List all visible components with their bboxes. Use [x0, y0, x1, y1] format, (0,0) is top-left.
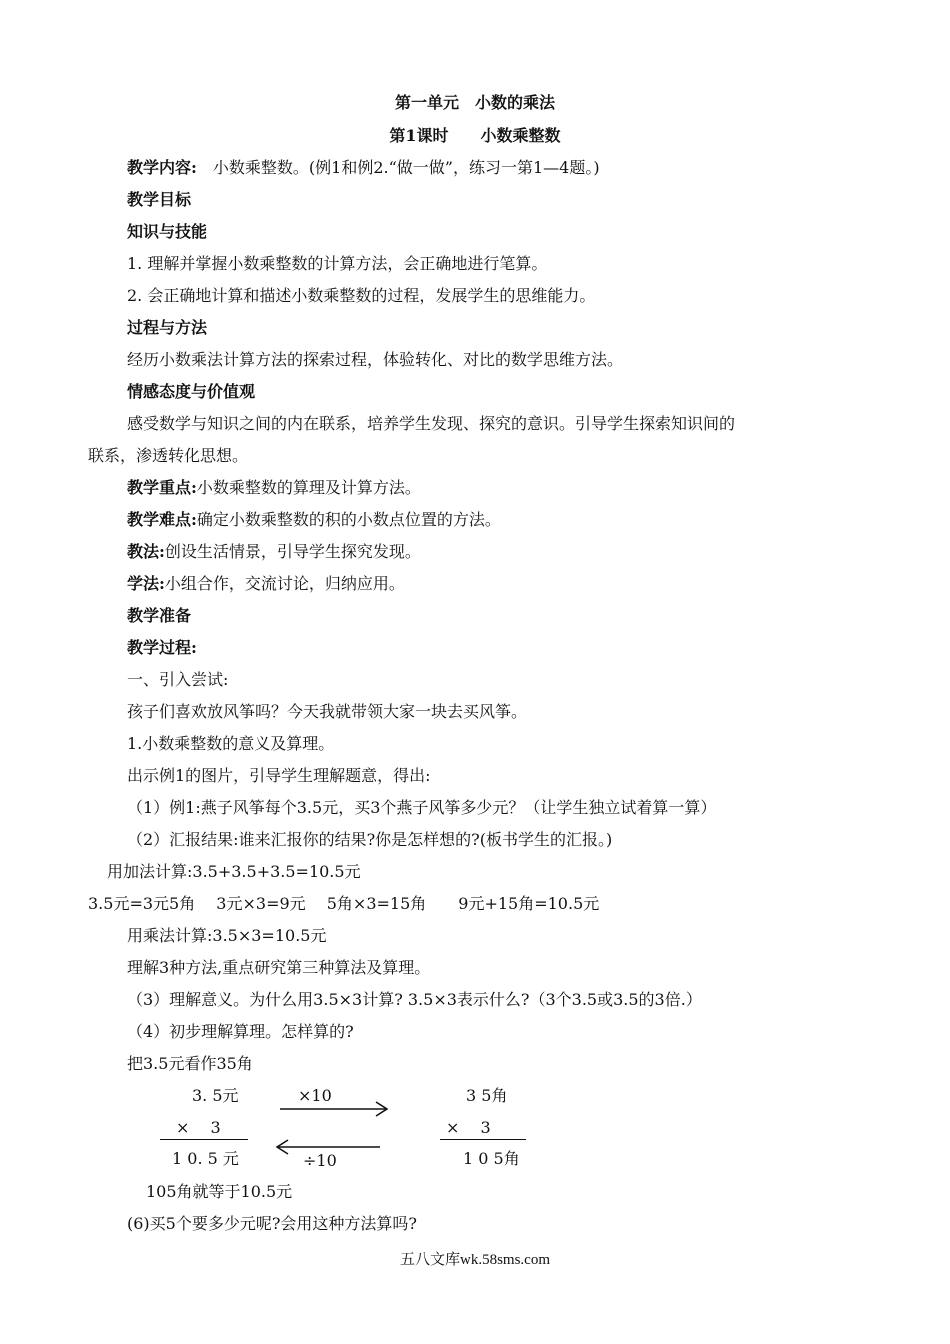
- emotion-heading: 情感态度与价值观: [127, 382, 256, 401]
- difficulty-text: 确定小数乘整数的积的小数点位置的方法。: [196, 510, 501, 529]
- process-text: 经历小数乘法计算方法的探索过程，体验转化、对比的数学思维方法。: [127, 350, 624, 369]
- study-label: 学法:: [127, 574, 165, 593]
- knowledge-heading: 知识与技能: [127, 222, 208, 241]
- example-2-line: （2）汇报结果:谁来汇报你的结果?你是怎样想的?(板书学生的汇报。): [127, 830, 613, 849]
- footer-watermark: 五八文库wk.58sms.com: [399, 1252, 550, 1268]
- multiplication-line: 用乘法计算:3.5×3=10.5元: [127, 926, 327, 945]
- study-text: 小组合作，交流讨论，归纳应用。: [164, 574, 405, 593]
- content-text: 小数乘整数。(例1和例2.“做一做”，练习一第1—4题。): [196, 158, 600, 177]
- addition-line: 用加法计算:3.5+3.5+3.5=10.5元: [107, 862, 361, 881]
- left-top-number: 3. 5元: [192, 1086, 239, 1105]
- kite-line: 孩子们喜欢放风筝吗？今天我就带领大家一块去买风筝。: [127, 702, 528, 721]
- equal-line: 105角就等于10.5元: [146, 1182, 293, 1201]
- right-result: 1 0 5角: [463, 1149, 520, 1168]
- question-6-line: (6)买5个要多少元呢?会用这种方法算吗?: [127, 1214, 418, 1233]
- process-heading: 过程与方法: [127, 318, 208, 337]
- intro-line: 一、引入尝试:: [127, 670, 229, 689]
- study-line: [127, 573, 405, 595]
- difficulty-line: [127, 509, 501, 531]
- keypoint-label: 教学重点:: [127, 478, 197, 497]
- goals-heading: 教学目标: [127, 190, 192, 209]
- example-4-line: （4）初步理解算理。怎样算的?: [127, 1022, 354, 1041]
- meaning-line: 1.小数乘整数的意义及算理。: [127, 734, 335, 753]
- left-result: 1 0. 5 元: [172, 1149, 239, 1168]
- right-rule: [440, 1139, 526, 1140]
- right-arrow-icon: [280, 1100, 392, 1118]
- method-line: [127, 541, 421, 563]
- emotion-line-2: 联系，渗透转化思想。: [88, 446, 249, 465]
- right-multiplier: × 3: [446, 1118, 491, 1137]
- unit-title: 第一单元 小数的乘法: [394, 93, 555, 112]
- method-label: 教法:: [127, 542, 165, 561]
- left-rule: [160, 1139, 248, 1140]
- left-multiplier: × 3: [176, 1118, 221, 1137]
- content-line: [127, 157, 600, 179]
- arrow-top-label: ×10: [298, 1086, 332, 1105]
- arrow-bottom-label: ÷10: [303, 1151, 337, 1170]
- steps-heading: 教学过程:: [127, 638, 197, 657]
- knowledge-item-1: 1. 理解并掌握小数乘整数的计算方法，会正确地进行笔算。: [127, 254, 548, 273]
- split-line: 3.5元=3元5角 3元×3=9元 5角×3=15角 9元+15角=10.5元: [88, 894, 600, 913]
- show-line: 出示例1的图片，引导学生理解题意，得出:: [127, 766, 431, 785]
- treat-line: 把3.5元看作35角: [127, 1054, 253, 1073]
- emotion-line-1: 感受数学与知识之间的内在联系，培养学生发现、探究的意识。引导学生探索知识间的: [127, 414, 736, 433]
- keypoint-text: 小数乘整数的算理及计算方法。: [196, 478, 421, 497]
- right-top-number: 3 5角: [466, 1086, 508, 1105]
- content-label: 教学内容:: [127, 158, 197, 177]
- example-3-line: （3）理解意义。为什么用3.5×3计算? 3.5×3表示什么?（3个3.5或3.5的3倍.）: [127, 990, 702, 1009]
- difficulty-label: 教学难点:: [127, 510, 197, 529]
- example-1-line: （1）例1:燕子风筝每个3.5元，买3个燕子风筝多少元？（让学生独立试着算一算）: [127, 798, 717, 817]
- knowledge-item-2: 2. 会正确地计算和描述小数乘整数的过程，发展学生的思维能力。: [127, 286, 596, 305]
- keypoint-line: [127, 477, 421, 499]
- prep-heading: 教学准备: [127, 606, 192, 625]
- three-methods-line: 理解3种方法,重点研究第三种算法及算理。: [127, 958, 431, 977]
- lesson-title: 第1课时 小数乘整数: [389, 126, 561, 145]
- method-text: 创设生活情景，引导学生探究发现。: [164, 542, 421, 561]
